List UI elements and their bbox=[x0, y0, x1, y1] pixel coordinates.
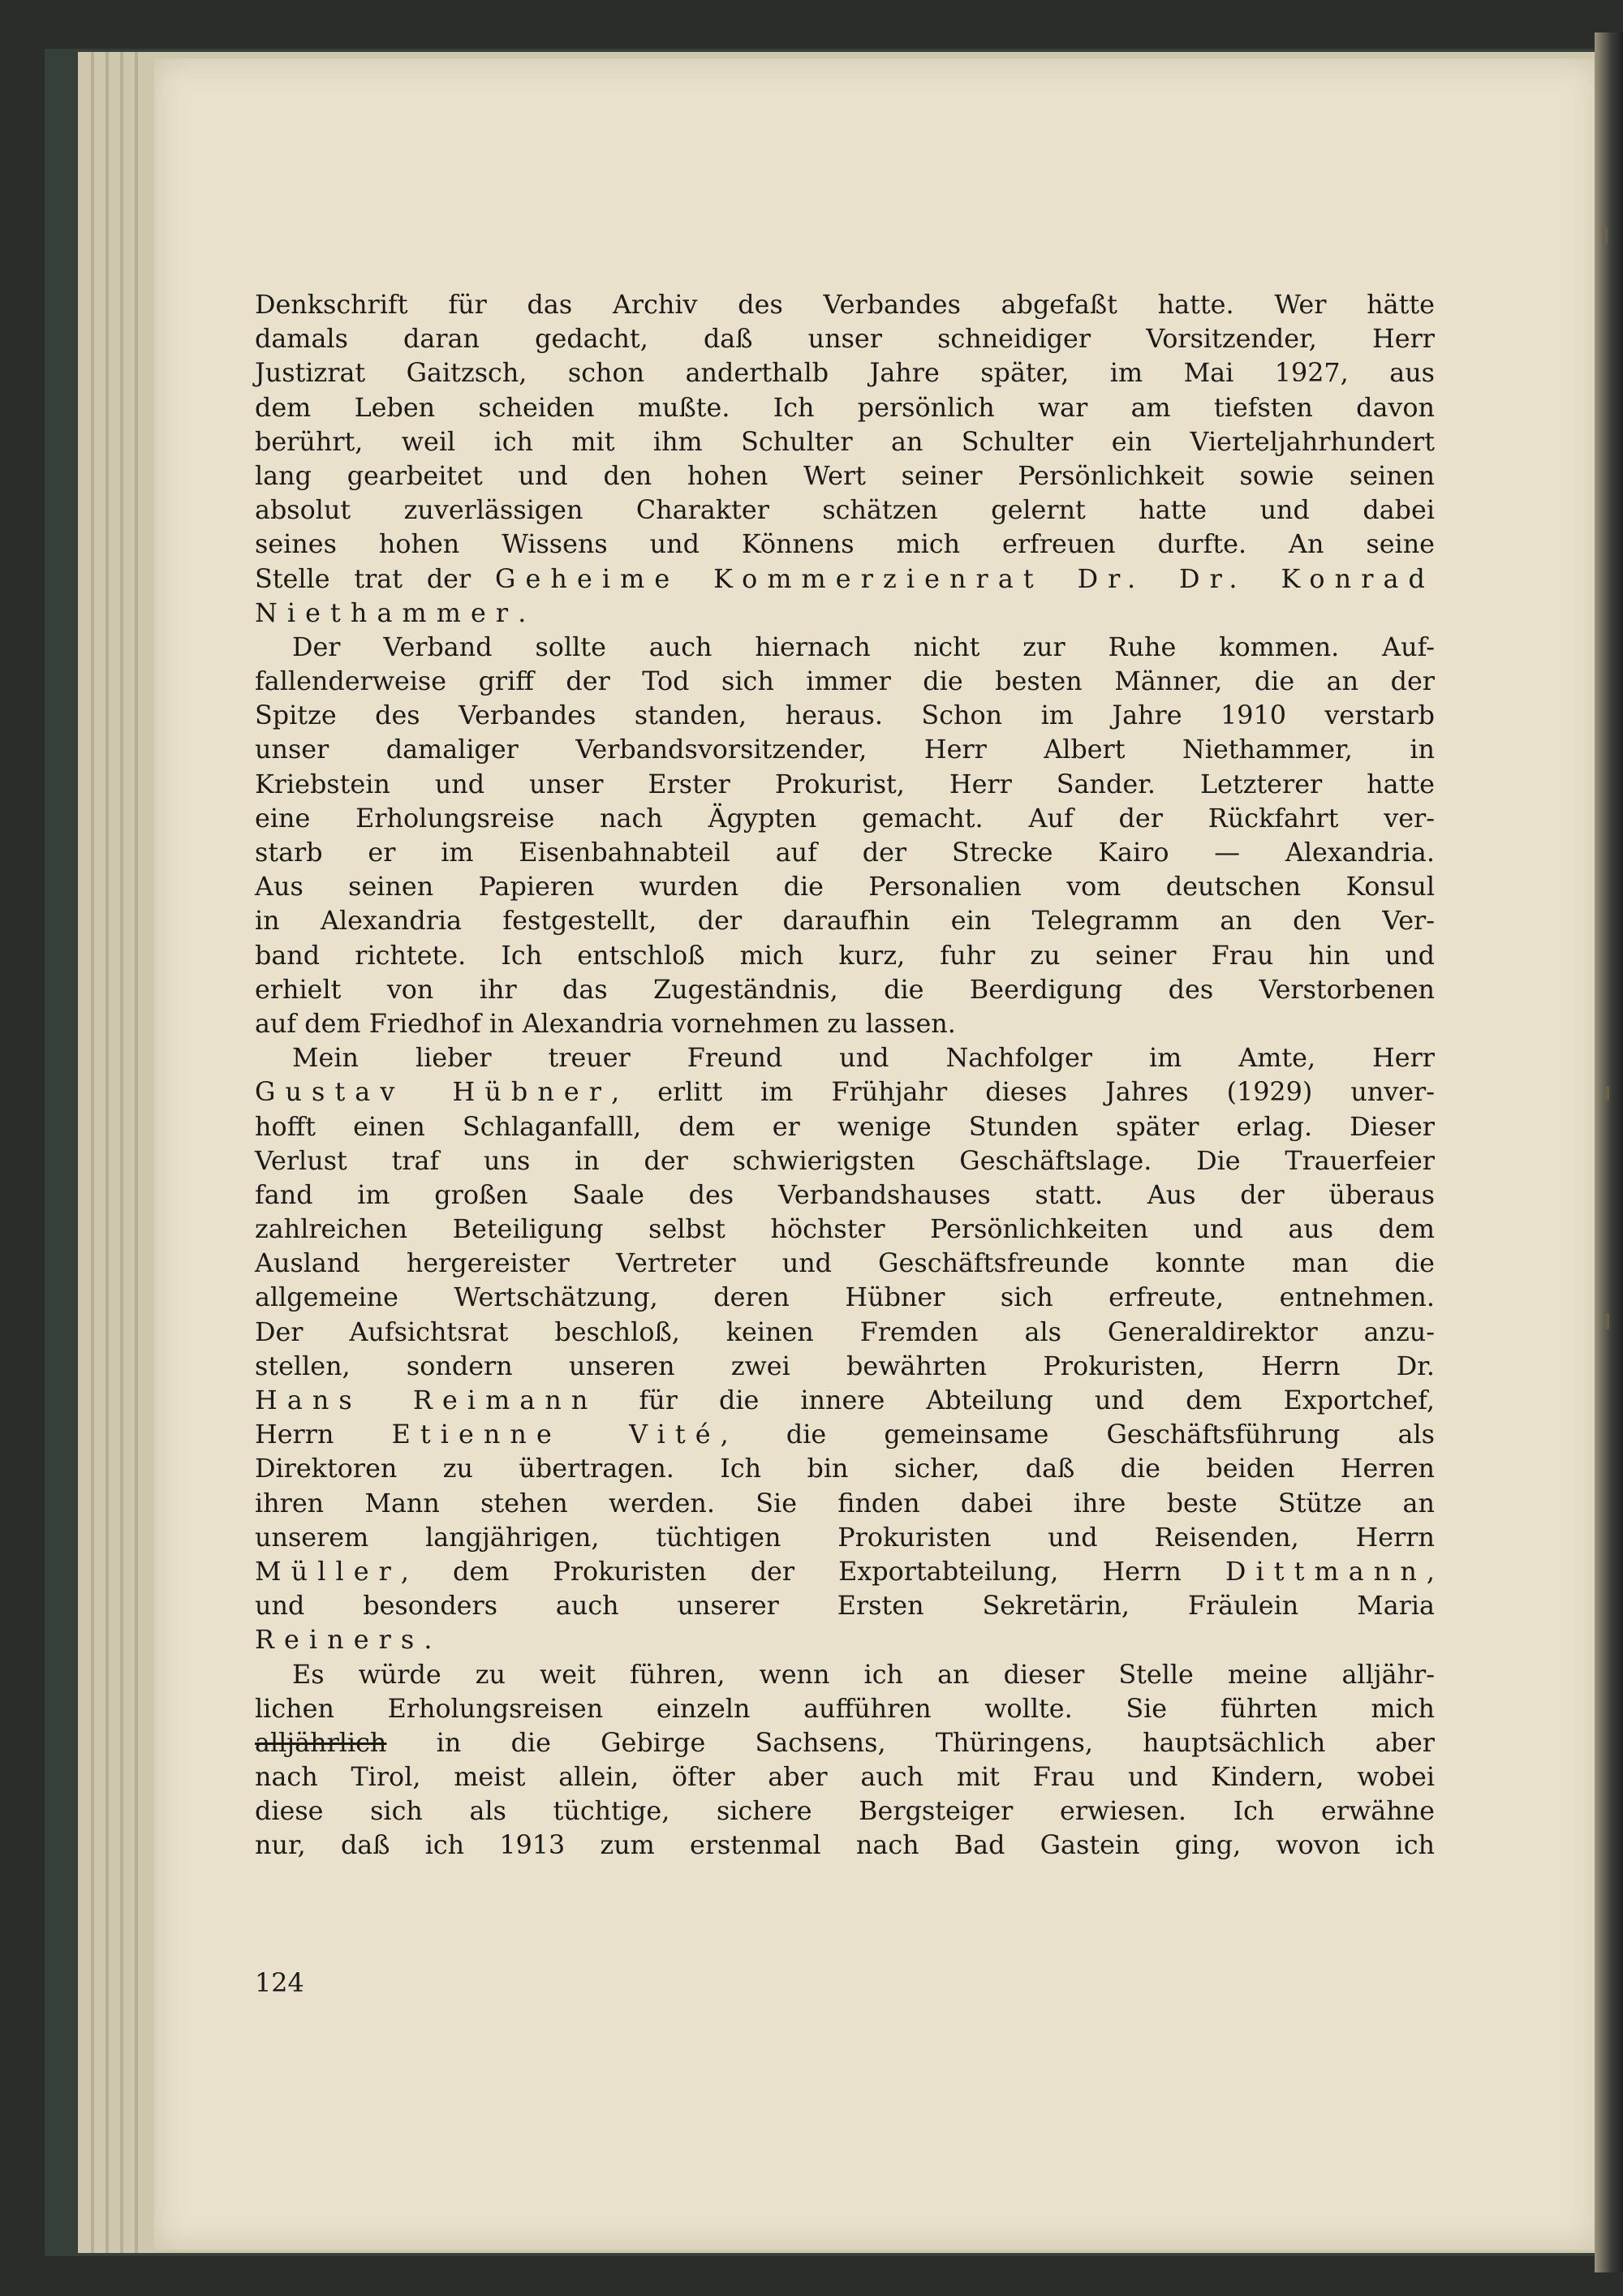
spaced-name: Etienne Vité bbox=[391, 1419, 721, 1450]
text-run: für die innere Abteilung und dem Exportchef, bbox=[597, 1385, 1435, 1415]
text-line: auf dem Friedhof in Alexandria vornehmen zu lassen. bbox=[255, 1008, 956, 1039]
text-line bbox=[255, 1384, 1435, 1418]
spaced-name: Geheime Kommerzienrat Dr. Dr. Konrad bbox=[495, 563, 1435, 594]
text-line: Kriebstein und unser Erster Prokurist, Herr Sander. Letzterer hatte bbox=[255, 769, 1435, 799]
text-line: Direktoren zu übertragen. Ich bin sicher, daß die beiden Herren bbox=[255, 1454, 1435, 1484]
text-line: berührt, weil ich mit ihm Schulter an Schulter ein Vierteljahrhundert bbox=[255, 426, 1435, 457]
gutter-mark bbox=[1605, 1313, 1609, 1329]
text-run: , bbox=[1426, 1556, 1435, 1587]
text-line: fand im großen Saale des Verbandshauses statt. Aus der überaus bbox=[255, 1179, 1435, 1210]
text-run: , die gemeinsame Geschäftsführung als bbox=[720, 1419, 1435, 1450]
text-line: stellen, sondern unseren zwei bewährten Prokuristen, Herrn Dr. bbox=[255, 1350, 1435, 1381]
text-line bbox=[255, 1726, 1435, 1760]
page-number: 124 bbox=[255, 1968, 304, 1998]
text-line: Es würde zu weit führen, wenn ich an dieser Stelle meine alljähr- bbox=[292, 1659, 1435, 1690]
text-line: ihren Mann stehen werden. Sie finden dabei ihre beste Stütze an bbox=[255, 1488, 1435, 1518]
text-run: Stelle trat der bbox=[255, 563, 471, 594]
text-line bbox=[255, 1075, 1435, 1109]
text-line: Verlust traf uns in der schwierigsten Geschäftslage. Die Trauerfeier bbox=[255, 1145, 1435, 1176]
text-line bbox=[255, 1623, 1435, 1657]
text-line: Denkschrift für das Archiv des Verbandes abgefaßt hatte. Wer hätte bbox=[255, 290, 1435, 320]
text-run: , erlitt im Frühjahr dieses Jahres (1929) unver- bbox=[611, 1077, 1436, 1108]
spaced-name: Gustav Hübner bbox=[255, 1077, 612, 1108]
text-line: erhielt von ihr das Zugeständnis, die Beerdigung des Verstorbenen bbox=[255, 974, 1435, 1005]
text-line: Der Verband sollte auch hiernach nicht zur Ruhe kommen. Auf- bbox=[292, 631, 1435, 662]
text-line: unser damaliger Verbandsvorsitzender, Herr Albert Niethammer, in bbox=[255, 734, 1435, 765]
text-line: band richtete. Ich entschloß mich kurz, fuhr zu seiner Frau hin und bbox=[255, 940, 1435, 971]
paragraph-3 bbox=[255, 1041, 1435, 1657]
text-line bbox=[255, 597, 1435, 631]
spaced-name: Reiners bbox=[255, 1625, 424, 1656]
text-line: seines hohen Wissens und Könnens mich erfreuen durfte. An seine bbox=[255, 529, 1435, 560]
text-line: allgemeine Wertschätzung, deren Hübner sich erfreute, entnehmen. bbox=[255, 1282, 1435, 1313]
text-line: in Alexandria festgestellt, der daraufhin ein Telegramm an den Ver- bbox=[255, 906, 1435, 937]
page-edge-line bbox=[135, 52, 138, 2253]
text-run: , dem Prokuristen der Exportabteilung, Herrn bbox=[400, 1556, 1225, 1587]
text-line: fallenderweise griff der Tod sich immer die besten Männer, die an der bbox=[255, 666, 1435, 697]
body-text bbox=[255, 288, 1435, 1928]
spaced-name: Dittmann bbox=[1225, 1556, 1427, 1587]
gutter-mark bbox=[1605, 1086, 1609, 1101]
spaced-name: Hans Reimann bbox=[255, 1385, 598, 1415]
text-line: Justizrat Gaitzsch, schon anderthalb Jahre später, im Mai 1927, aus bbox=[255, 358, 1435, 389]
text-line: Mein lieber treuer Freund und Nachfolger im Amte, Herr bbox=[292, 1043, 1435, 1074]
text-line: nur, daß ich 1913 zum erstenmal nach Bad Gastein ging, wovon ich bbox=[255, 1830, 1435, 1861]
text-run: in die Gebirge Sachsens, Thüringens, hauptsächlich aber bbox=[386, 1727, 1435, 1758]
spaced-name: Niethammer bbox=[255, 597, 519, 628]
text-run: . bbox=[424, 1625, 433, 1656]
paragraph-4 bbox=[255, 1658, 1435, 1863]
text-line: hofft einen Schlaganfalll, dem er wenige Stunden später erlag. Dieser bbox=[255, 1111, 1435, 1142]
spaced-name: Müller bbox=[255, 1556, 401, 1587]
text-line bbox=[255, 562, 1435, 597]
paragraph-1 bbox=[255, 288, 1435, 631]
gutter-mark bbox=[1604, 227, 1608, 245]
text-line: dem Leben scheiden mußte. Ich persönlich war am tiefsten davon bbox=[255, 392, 1435, 423]
text-line: starb er im Eisenbahnabteil auf der Strecke Kairo — Alexandria. bbox=[255, 838, 1435, 868]
text-line: lichen Erholungsreisen einzeln aufführen wollte. Sie führten mich bbox=[255, 1693, 1435, 1724]
paragraph-2 bbox=[255, 631, 1435, 1041]
text-line: diese sich als tüchtige, sichere Bergsteiger erwiesen. Ich erwähne bbox=[255, 1796, 1435, 1827]
text-line: Spitze des Verbandes standen, heraus. Schon im Jahre 1910 verstarb bbox=[255, 700, 1435, 731]
book-gutter bbox=[1595, 32, 1623, 2272]
text-line: Der Aufsichtsrat beschloß, keinen Fremden als Generaldirektor anzu- bbox=[255, 1316, 1435, 1347]
text-line bbox=[255, 1418, 1435, 1452]
text-line: nach Tirol, meist allein, öfter aber auch mit Frau und Kindern, wobei bbox=[255, 1762, 1435, 1793]
text-line: Aus seinen Papieren wurden die Personalien vom deutschen Konsul bbox=[255, 872, 1435, 902]
page-edge-line bbox=[105, 52, 109, 2253]
page-edge-line bbox=[91, 52, 94, 2253]
text-line: lang gearbeitet und den hohen Wert seiner Persönlichkeit sowie seinen bbox=[255, 460, 1435, 491]
text-line: unserem langjährigen, tüchtigen Prokuristen und Reisenden, Herrn bbox=[255, 1522, 1435, 1553]
text-line: damals daran gedacht, daß unser schneidiger Vorsitzender, Herr bbox=[255, 324, 1435, 355]
page-edge-line bbox=[120, 52, 123, 2253]
text-line: Ausland hergereister Vertreter und Geschäftsfreunde konnte man die bbox=[255, 1248, 1435, 1279]
text-line: absolut zuverlässigen Charakter schätzen gelernt hatte und dabei bbox=[255, 495, 1435, 526]
text-line bbox=[255, 1555, 1435, 1589]
text-line: zahlreichen Beteiligung selbst höchster Persönlichkeiten und aus dem bbox=[255, 1214, 1435, 1245]
text-line: und besonders auch unserer Ersten Sekretärin, Fräulein Maria bbox=[255, 1591, 1435, 1622]
struck-word: alljährlich bbox=[255, 1727, 387, 1758]
text-run: . bbox=[518, 597, 527, 628]
text-line: eine Erholungsreise nach Ägypten gemacht. Auf der Rückfahrt ver- bbox=[255, 803, 1435, 834]
text-run: Herrn bbox=[255, 1419, 392, 1450]
